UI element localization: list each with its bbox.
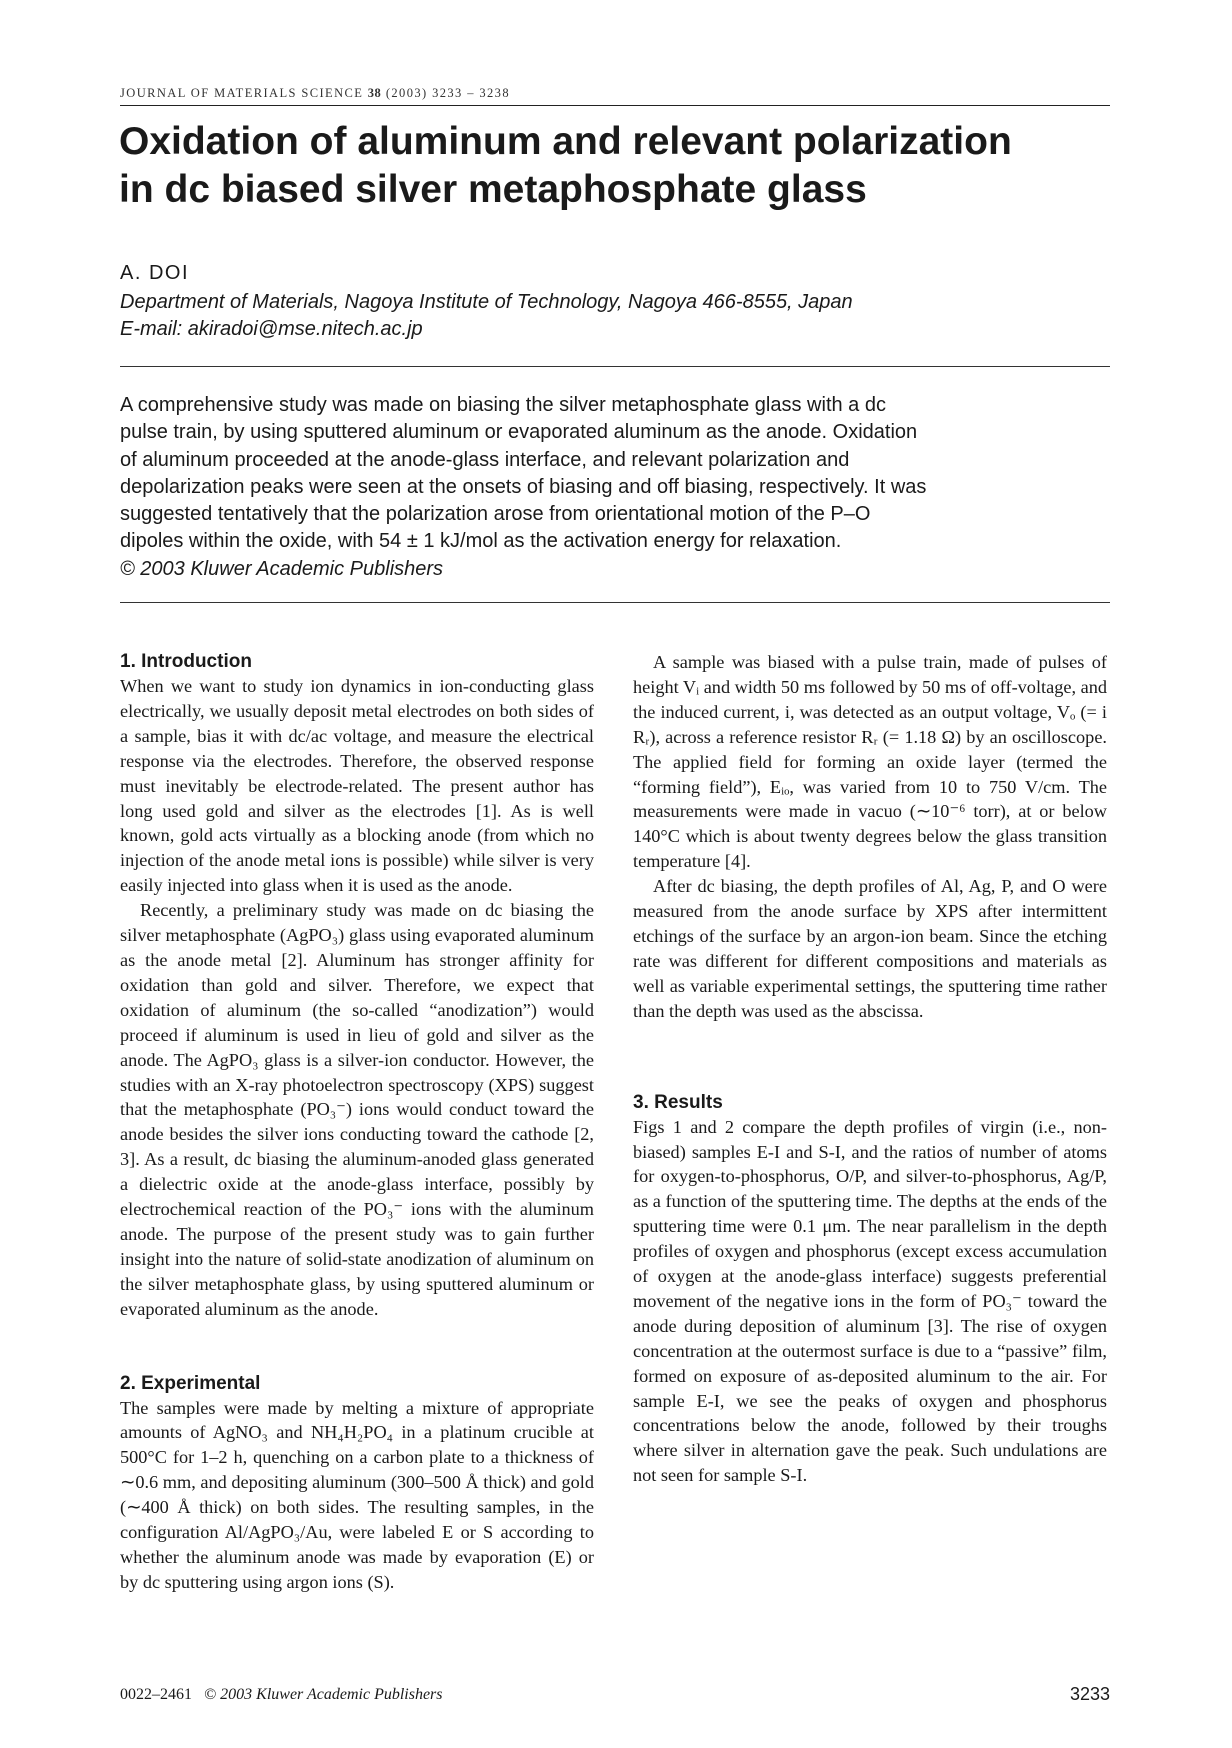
author-affiliation — [120, 289, 1110, 343]
footer-issn: 0022–2461 — [120, 1686, 192, 1703]
abstract-line: suggested tentatively that the polarization arose from orientational motion of the P–O — [120, 503, 871, 526]
header-rule — [120, 105, 1110, 106]
journal-year-pages: (2003) 3233 – 3238 — [385, 86, 510, 100]
paragraph: Figs 1 and 2 compare the depth profiles of virgin (i.e., non-biased) samples E-I and S-I, and the ratios of number of atoms for oxygen-to-phosphorus, O/P, and silver-to-phosphorus, Ag/P, as a function of the sputtering time. The depths at the ends of the sputtering time were 0.1 μm. The near parallelism in the depth profiles of oxygen and phosphorus (except excess accumulation of oxygen at the anode-glass interface) suggests preferential movement of the negative ions in the form of PO₃⁻ toward the anode during deposition of aluminum [3]. The rise of oxygen concentration at the outermost surface is due to a “passive” film, formed on exposure of as-deposited aluminum to the air. For sample E-I, we see the peaks of oxygen and phosphorus concentrations below the anode, followed by their troughs where silver in alternation gave the peak. Such undulations are not seen for sample S-I. — [633, 1116, 1107, 1486]
author-name: A. DOI — [120, 262, 190, 284]
paragraph: Recently, a preliminary study was made on dc biasing the silver metaphosphate (AgPO₃) glass using evaporated aluminum as the anode metal [2]. Aluminum has stronger affinity for oxidation than gold and silver. Therefore, we expect that oxidation of aluminum (the so-called “anodization”) would proceed if aluminum is used in lieu of gold and silver as the anode. The AgPO₃ glass is a silver-ion conductor. However, the studies with an X-ray photoelectron spectroscopy (XPS) suggest that the metaphosphate (PO₃⁻) ions would conduct toward the anode besides the silver ions conducting toward the cathode [2, 3]. As a result, dc biasing the aluminum-anoded glass generated a dielectric oxide at the anode-glass interface, possibly by electrochemical reaction of the PO₃⁻ ions with the aluminum anode. The purpose of the present study was to gain further insight into the nature of solid-state anodization of aluminum on the silver metaphosphate glass, by using sputtered aluminum or evaporated aluminum as the anode. — [120, 900, 594, 1319]
right-column — [633, 650, 1107, 1488]
section-heading-results: 3. Results — [633, 1091, 723, 1113]
paragraph: A sample was biased with a pulse train, made of pulses of height Vᵢ and width 50 ms followed by 50 ms of off-voltage, and the induced current, i, was detected as an output voltage, Vₒ (= i Rᵣ), across a reference resistor Rᵣ (= 1.18 Ω) by an oscilloscope. The applied field for forming an oxide layer (termed the “forming field”), Eᵢₒ, was varied from 10 to 750 V/cm. The measurements were made in vacuo (∼10⁻⁶ torr), at or below 140°C which is about twenty degrees below the glass transition temperature [4]. — [633, 652, 1108, 872]
abstract-line: depolarization peaks were seen at the onsets of biasing and off biasing, respectively. It was — [120, 475, 927, 498]
abstract-bottom-rule — [120, 602, 1110, 603]
left-column — [120, 650, 594, 1595]
title-line-1: Oxidation of aluminum and relevant polarization — [119, 120, 1012, 163]
running-head — [120, 86, 1110, 101]
paper-title — [119, 118, 1109, 214]
paragraph: When we want to study ion dynamics in ion-conducting glass electrically, we usually deposit metal electrodes on both sides of a sample, bias it with dc/ac voltage, and measure the electrical response via the electrodes. Therefore, the observed response must inevitably be electrode-related. The present author has long used gold and silver as the electrodes [1]. As is well known, gold acts virtually as a blocking anode (from which no injection of the anode metal ions is possible) while silver is very easily injected into glass when it is used as the anode. — [120, 676, 594, 896]
footer-copyright: © 2003 Kluwer Academic Publishers — [204, 1686, 443, 1703]
section-heading-experimental: 2. Experimental — [120, 1372, 261, 1394]
paragraph-continued: The samples were made by melting a mixture of appropriate amounts of AgNO₃ and NH₄H₂PO₄ in a platinum crucible at 500°C for 1–2 h, quenching on a carbon plate to a thickness of ∼0.6 mm, and depositing aluminum (300–500 Å thick) and gold (∼400 Å thick) on both sides. The resulting samples, in the configuration Al/AgPO₃/Au, were labeled E or S according to whether the aluminum anode was made by evaporation (E) or by dc sputtering using argon ions (S). — [120, 1397, 594, 1592]
abstract-top-rule — [120, 366, 1110, 367]
section-gap — [633, 1024, 1107, 1091]
affiliation-department: Department of Materials, Nagoya Institute of Technology, Nagoya 466-8555, Japan — [120, 291, 853, 313]
abstract-line: pulse train, by using sputtered aluminum or evaporated aluminum as the anode. Oxidation — [120, 421, 918, 444]
affiliation-email: E-mail: akiradoi@mse.nitech.ac.jp — [120, 318, 423, 340]
abstract — [120, 392, 1110, 583]
journal-name: JOURNAL OF MATERIALS SCIENCE — [120, 86, 364, 100]
abstract-line: of aluminum proceeded at the anode-glass interface, and relevant polarization and — [120, 448, 850, 471]
section-heading-introduction: 1. Introduction — [120, 651, 252, 672]
abstract-line: A comprehensive study was made on biasing the silver metaphosphate glass with a dc — [120, 394, 886, 416]
abstract-copyright: © 2003 Kluwer Academic Publishers — [120, 557, 444, 580]
title-line-2: in dc biased silver metaphosphate glass — [119, 168, 867, 211]
page-number: 3233 — [1069, 1684, 1110, 1704]
abstract-line: dipoles within the oxide, with 54 ± 1 kJ/mol as the activation energy for relaxation. — [120, 530, 842, 553]
paragraph: After dc biasing, the depth profiles of Al, Ag, P, and O were measured from the anode surface by XPS after intermittent etchings of the surface by an argon-ion beam. Since the etching rate was different for different compositions and materials as well as variable experimental settings, the sputtering time rather than the depth was used as the abscissa. — [633, 876, 1107, 1021]
journal-volume: 38 — [367, 86, 382, 100]
footer-issn-copyright — [120, 1686, 443, 1704]
section-gap — [120, 1322, 594, 1372]
